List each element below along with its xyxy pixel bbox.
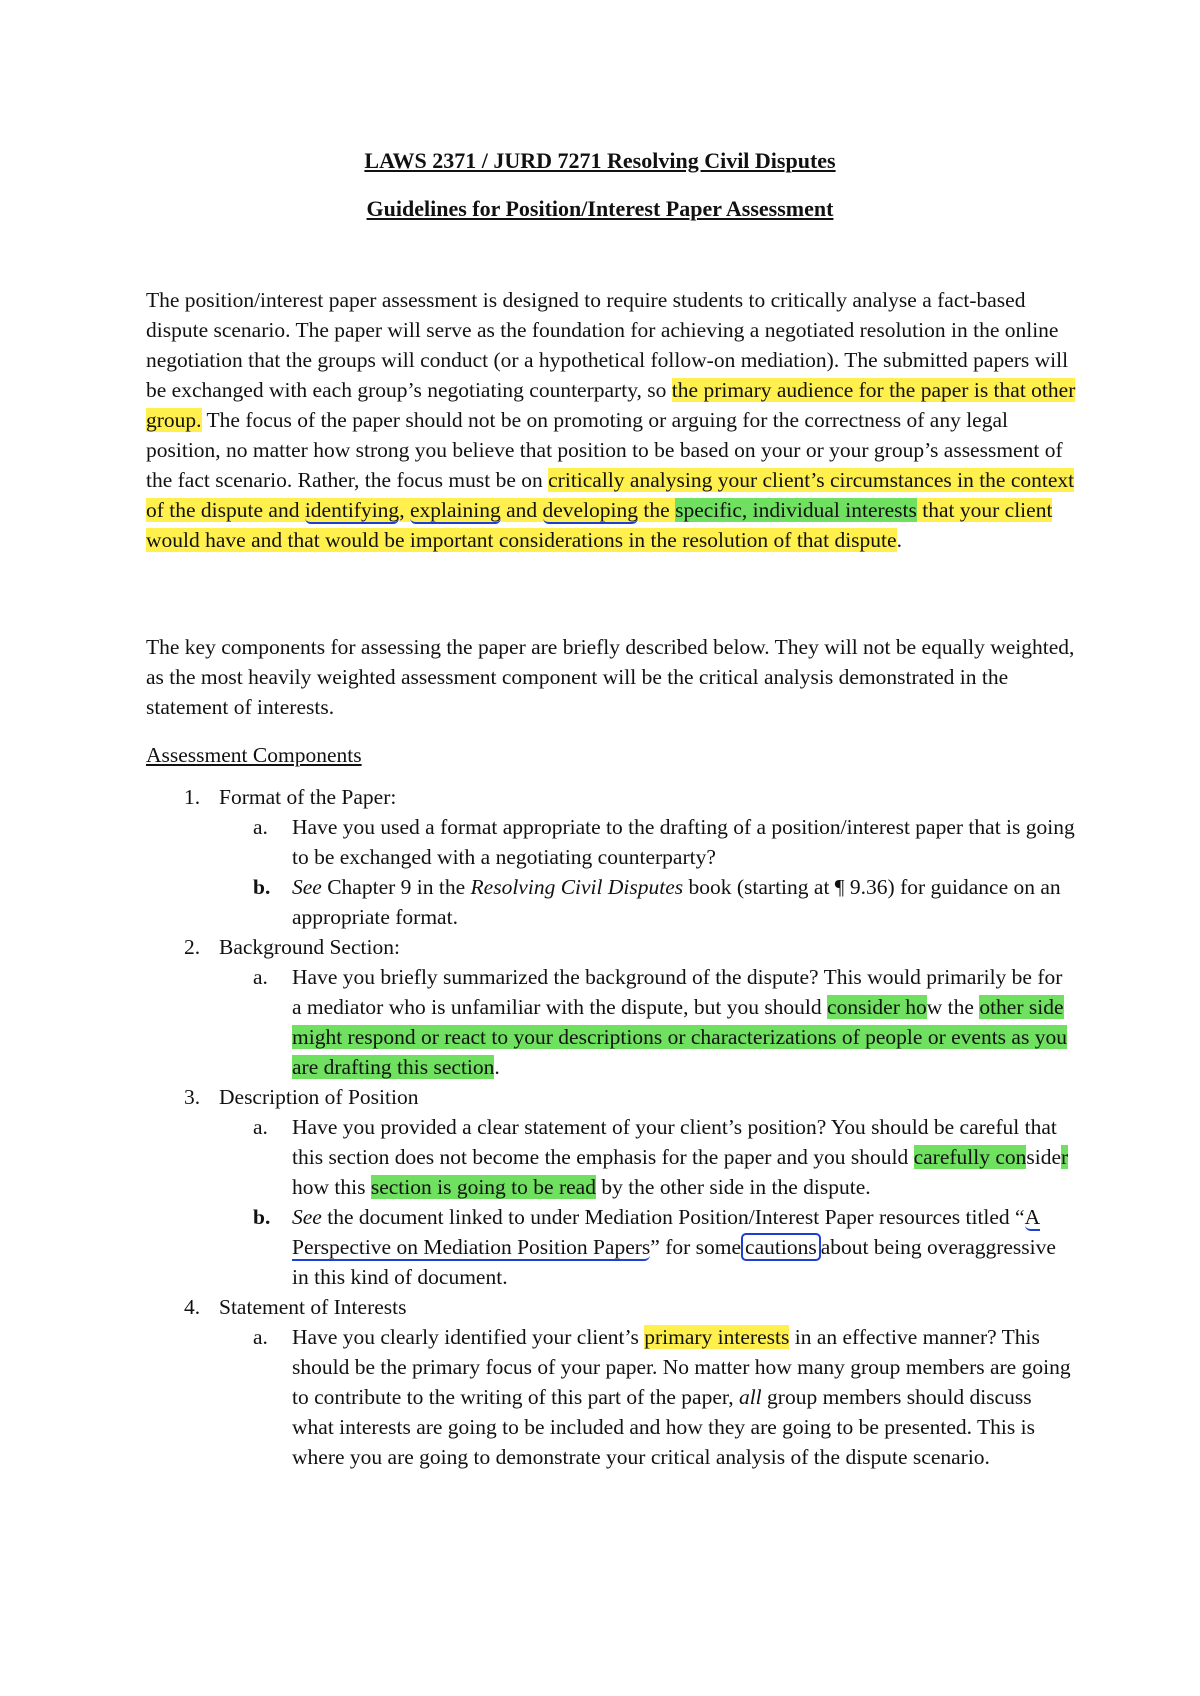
item-number: 3. <box>184 1085 201 1109</box>
sub-item-text: about being overaggressive in this kind of document. <box>292 1235 1056 1289</box>
intro-paragraph <box>146 285 1076 555</box>
highlight-audience: the primary audience for the paper is that other group. <box>146 378 1076 432</box>
intro-text: The focus of the paper should not be on promoting or arguing for the correctness of any legal position, no matter how strong you believe that position to be based on your or your group’s assessment of the fact scenario. Rather, the focus must be on <box>146 408 1063 492</box>
sub-item-text: Have you provided a clear statement of your client’s position? You should be careful that this section does not become the emphasis for the paper and you should <box>292 1115 1057 1169</box>
sub-item-text: book (starting at ¶ 9.36) for guidance on an appropriate format. <box>292 875 1061 929</box>
highlight-text: the <box>638 498 676 522</box>
sub-item-text: how this <box>292 1175 371 1199</box>
sub-item <box>219 1322 1076 1472</box>
list-item <box>146 1082 1076 1292</box>
sub-item-text: side <box>1026 1145 1062 1169</box>
sub-letter: a. <box>253 1115 268 1139</box>
sub-item-text: Have you clearly identified your client’s <box>292 1325 645 1349</box>
highlight-text: and <box>500 498 543 522</box>
intro-text: The position/interest paper assessment is designed to require students to critically analyse a fact-based dispute scenario. The paper will serve as the foundation for achieving a negotiated resolution in the online negotiation that the groups will conduct (or a hypothetical follow-on mediation). The submitted papers will be exchanged with each group’s negotiating counterparty, so <box>146 288 1069 402</box>
sub-item <box>219 1112 1076 1202</box>
item-label: Background Section: <box>219 935 400 959</box>
highlight-r: r <box>1061 1145 1069 1169</box>
item-label: Format of the Paper: <box>219 785 397 809</box>
list-item <box>146 782 1076 932</box>
intro-text: . <box>896 528 902 552</box>
item-label: Statement of Interests <box>219 1295 407 1319</box>
item-label: Description of Position <box>219 1085 419 1109</box>
list-item <box>146 1292 1076 1472</box>
sub-letter: a. <box>253 965 268 989</box>
see-italic: See <box>292 1205 322 1229</box>
sub-item <box>219 1202 1076 1292</box>
all-italic: all <box>738 1385 762 1409</box>
sub-item <box>219 812 1076 872</box>
highlight-other-side: other side might respond or react to your descriptions or characterizations of people or events as you are drafting this section <box>292 995 1067 1079</box>
underlined-developing: developing <box>542 498 639 522</box>
item-number: 4. <box>184 1295 201 1319</box>
sub-item <box>219 872 1076 932</box>
key-components-paragraph: The key components for assessing the paper are briefly described below. They will not be equally weighted, as the most heavily weighted assessment component will be the critical analysis demonstrated in the statement of interests. <box>146 635 1075 719</box>
highlight-consider: consider ho <box>827 995 927 1019</box>
item-number: 2. <box>184 935 201 959</box>
sub-letter: a. <box>253 1325 268 1349</box>
assessment-list <box>146 782 1076 1472</box>
sub-item-text: Chapter 9 in the <box>321 875 471 899</box>
highlight-text: , <box>399 498 410 522</box>
highlight-carefully: carefully con <box>913 1145 1027 1169</box>
highlight-primary-interests: primary interests <box>644 1325 790 1349</box>
underlined-identifying: identifying <box>304 498 400 522</box>
see-italic: See <box>292 875 322 899</box>
sub-letter: b. <box>253 1205 271 1229</box>
highlight-specific-interests: specific, individual interests <box>675 498 917 522</box>
sub-item <box>219 962 1076 1082</box>
sub-item-text: . <box>494 1055 500 1079</box>
underlined-explaining: explaining <box>409 498 501 522</box>
sub-item-text: group members should discuss what interests are going to be included and how they are going to be presented. This is where you are going to demonstrate your critical analysis of the dispute scenario. <box>292 1385 1035 1469</box>
sub-item-text: Have you briefly summarized the background of the dispute? This would primarily be for a mediator who is unfamiliar with the dispute, but you should <box>292 965 1063 1019</box>
guidelines-title: Guidelines for Position/Interest Paper Assessment <box>366 196 834 221</box>
boxed-cautions: cautions <box>741 1233 821 1261</box>
sub-letter: a. <box>253 815 268 839</box>
list-item <box>146 932 1076 1082</box>
sub-item-text: in an effective manner? This should be the primary focus of your paper. No matter how many group members are going to contribute to the writing of this part of the paper, <box>292 1325 1071 1409</box>
highlight-considerations: that your client would have and that would be important considerations in the resolution of that dispute <box>146 498 1053 552</box>
book-title: Resolving Civil Disputes <box>470 875 684 899</box>
sub-item-text: ” for some <box>650 1235 742 1259</box>
assessment-heading: Assessment Components <box>146 743 362 767</box>
sub-item-text: by the other side in the dispute. <box>595 1175 871 1199</box>
sub-item-text: the document linked to under Mediation Position/Interest Paper resources titled “ <box>321 1205 1025 1229</box>
sub-item-text: w the <box>926 995 980 1019</box>
item-number: 1. <box>184 785 201 809</box>
underlined-document-title: A Perspective on Mediation Position Papers <box>292 1205 1041 1259</box>
sub-item-text: Have you used a format appropriate to the drafting of a position/interest paper that is going to be exchanged with a negotiating counterparty? <box>292 815 1075 869</box>
sub-letter: b. <box>253 875 271 899</box>
highlight-section-read: section is going to be read <box>370 1175 596 1199</box>
highlight-analysing: critically analysing your client’s circumstances in the context of the dispute and <box>146 468 1075 522</box>
course-title: LAWS 2371 / JURD 7271 Resolving Civil Disputes <box>364 148 836 173</box>
